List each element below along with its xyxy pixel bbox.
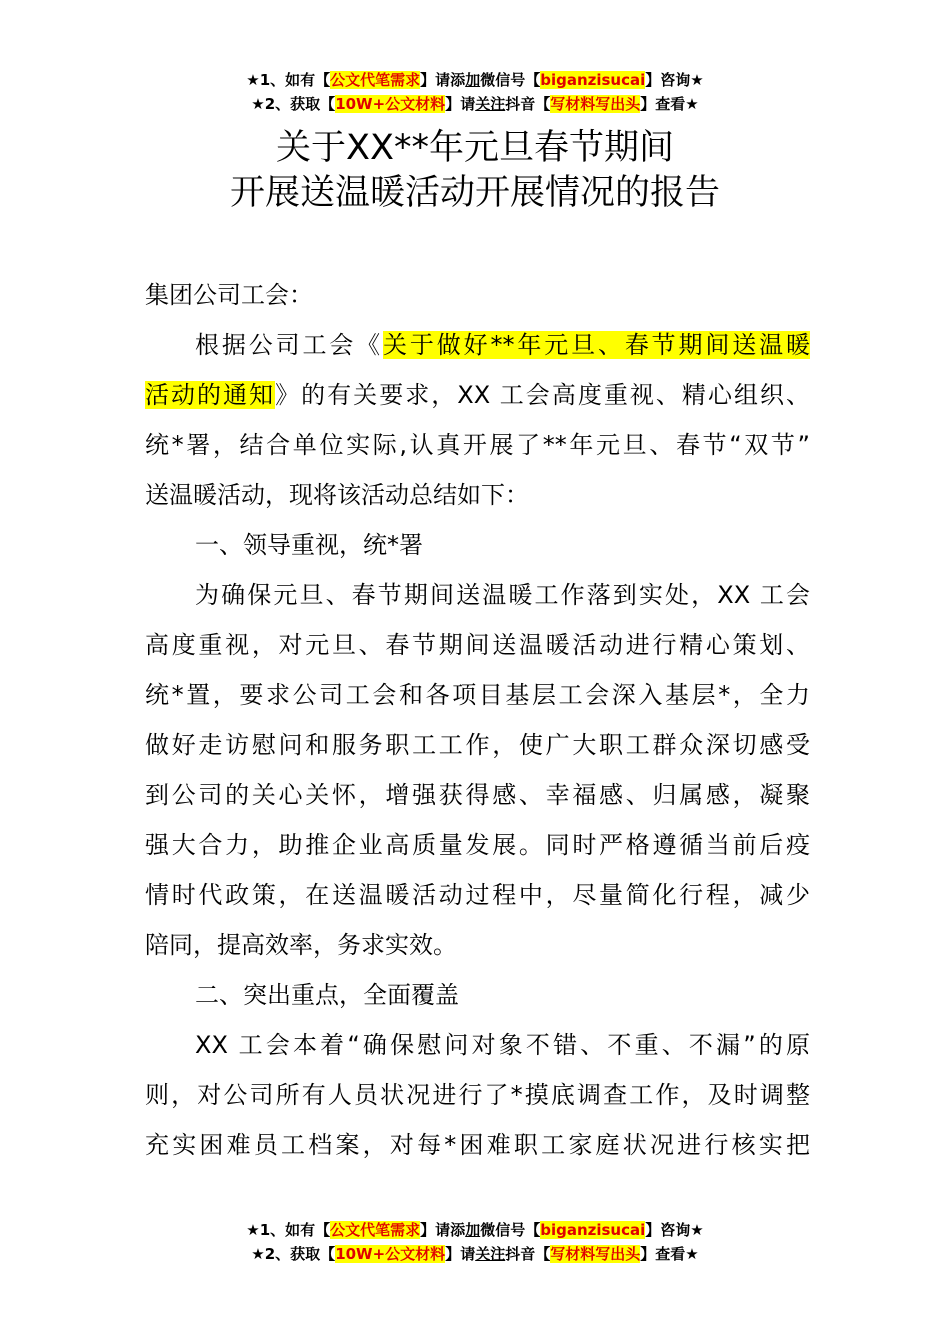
banner-highlight-douyin-account: 写材料写出头 (550, 1245, 641, 1263)
banner-text: ★1、如有【 (246, 71, 331, 89)
text-run: 》的有关要求，XX 工会高度重视、精心组织、 (275, 381, 811, 409)
banner-text: 】请 (445, 1245, 476, 1263)
paragraph-line: XX 工会本着“确保慰问对象不错、不重、不漏”的原 (195, 1031, 810, 1059)
paragraph-line: 强大合力，助推企业高质量发展。同时严格遵循当前后疫 (145, 831, 810, 859)
banner-text: 微信号【 (480, 71, 541, 89)
paragraph-line: 则，对公司所有人员状况进行了*摸底调查工作，及时调整 (145, 1081, 810, 1109)
section-heading-1: 一、领导重视，统*署 (195, 531, 423, 559)
banner-highlight-wechat-id: biganzisucai (540, 71, 646, 89)
banner-line-2 (0, 1242, 950, 1266)
banner-text: 抖音【 (505, 1245, 551, 1263)
banner-text: 】查看★ (640, 95, 699, 113)
banner-highlight-service: 公文代笔需求 (330, 71, 421, 89)
banner-highlight-wechat-id: biganzisucai (540, 1221, 646, 1239)
salutation: 集团公司工会： (145, 281, 313, 309)
banner-line-1 (0, 68, 950, 92)
paragraph-line: 陪同，提高效率，务求实效。 (145, 931, 457, 959)
paragraph-line: 情时代政策，在送温暖活动过程中，尽量简化行程，减少 (145, 881, 810, 909)
banner-text: 抖音【 (505, 95, 551, 113)
banner-highlight-douyin-account: 写材料写出头 (550, 95, 641, 113)
banner-underlined-text: 加 (465, 71, 481, 89)
banner-line-1 (0, 1218, 950, 1242)
text-run: 根据公司工会《 (195, 331, 384, 359)
banner-text: 微信号【 (480, 1221, 541, 1239)
document-title-line-1: 关于XX**年元旦春节期间 (276, 128, 674, 168)
banner-underlined-text: 关注 (475, 95, 506, 113)
document-title-line-2: 开展送温暖活动开展情况的报告 (229, 173, 720, 213)
banner-highlight-materials: 10W+公文材料 (335, 1245, 446, 1263)
paragraph-line: 到公司的关心关怀，增强获得感、幸福感、归属感，凝聚 (145, 781, 810, 809)
paragraph-line: 送温暖活动，现将该活动总结如下： (145, 481, 529, 509)
paragraph-line: 高度重视，对元旦、春节期间送温暖活动进行精心策划、 (145, 631, 810, 659)
footer-banner (0, 1218, 950, 1266)
highlighted-notice-title: 活动的通知 (145, 381, 276, 409)
banner-underlined-text: 加 (465, 1221, 481, 1239)
header-banner (0, 68, 950, 116)
paragraph-line: 为确保元旦、春节期间送温暖工作落到实处，XX 工会 (195, 581, 810, 609)
banner-text: 】请添 (420, 1221, 466, 1239)
banner-text: 】查看★ (640, 1245, 699, 1263)
banner-text: ★2、获取【 (251, 95, 336, 113)
banner-text: 】请添 (420, 71, 466, 89)
banner-underlined-text: 关注 (475, 1245, 506, 1263)
banner-text: 】咨询★ (645, 71, 704, 89)
banner-text: ★2、获取【 (251, 1245, 336, 1263)
paragraph-line: 充实困难员工档案，对每*困难职工家庭状况进行核实把 (145, 1131, 810, 1159)
banner-highlight-service: 公文代笔需求 (330, 1221, 421, 1239)
section-heading-2: 二、突出重点，全面覆盖 (195, 981, 459, 1009)
banner-text: ★1、如有【 (246, 1221, 331, 1239)
paragraph-line: 统*置，要求公司工会和各项目基层工会深入基层*，全力 (145, 681, 810, 709)
paragraph-line: 统*署，结合单位实际,认真开展了**年元旦、春节“双节” (145, 431, 810, 459)
document-body (145, 270, 810, 1170)
banner-line-2 (0, 92, 950, 116)
paragraph-line: 做好走访慰问和服务职工工作，使广大职工群众深切感受 (145, 731, 810, 759)
banner-text: 】请 (445, 95, 476, 113)
paragraph-line (145, 320, 810, 370)
banner-highlight-materials: 10W+公文材料 (335, 95, 446, 113)
banner-text: 】咨询★ (645, 1221, 704, 1239)
paragraph-line (145, 370, 810, 420)
highlighted-notice-title: 关于做好**年元旦、春节期间送温暖 (383, 331, 811, 359)
